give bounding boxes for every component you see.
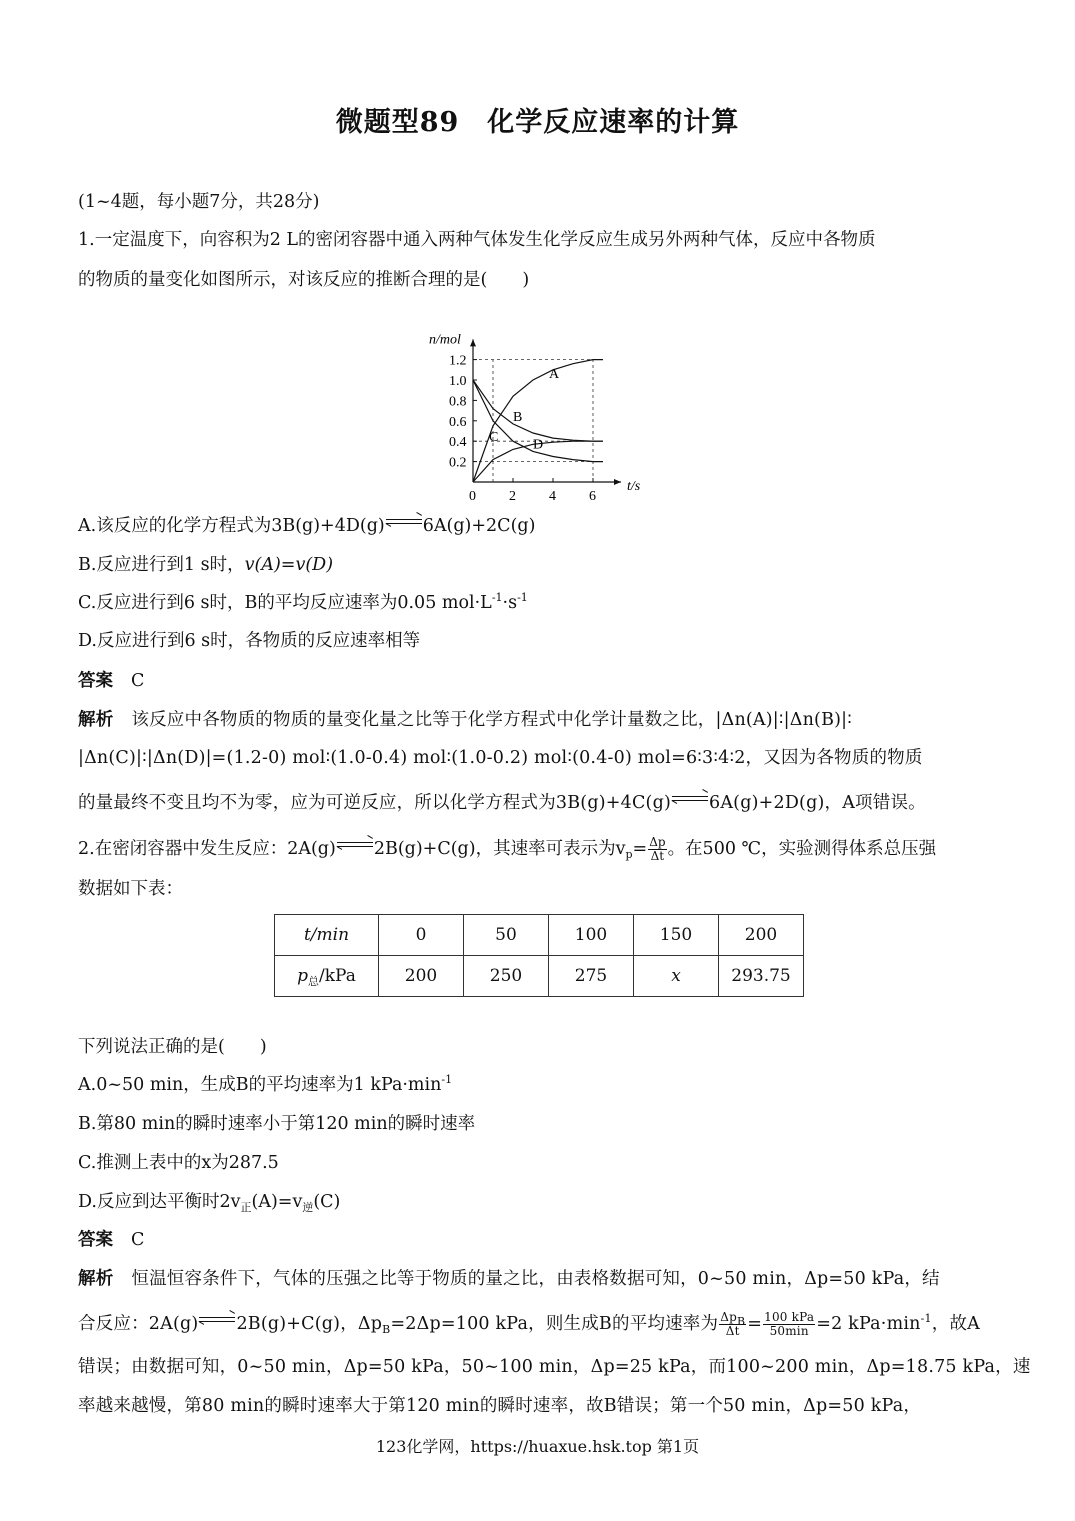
q2-rate-fraction bbox=[648, 836, 666, 863]
row-label-main: p bbox=[297, 966, 309, 986]
series-label-a: A bbox=[549, 366, 560, 382]
q2-option-a-sup: -1 bbox=[441, 1073, 453, 1086]
y-tick-label: 0.8 bbox=[449, 394, 467, 410]
q1-analysis-line3 bbox=[78, 791, 926, 815]
q2-option-a bbox=[78, 1073, 452, 1097]
intro-line: (1~4题，每小题7分，共28分) bbox=[78, 192, 320, 212]
q2-analysis-line2: 合反应：2A(g) 2B(g)+C(g)，$\Delta p_B=2\Delta p=100$ kPa，则生成B的平均速率为 $\frac{\Delta p_B}{\Delta t}$ = $\frac{\text{100 kPa}}{50\min}$ =2 $kPa\cdot\min^{-1}$，故A bbox=[78, 1310, 981, 1338]
q1-answer-label: 答案 bbox=[78, 671, 113, 691]
q1-analysis-text1: 该反应中各物质的物质的量变化量之比等于化学方程式中化学计量数之比，|Δn(A)|∶|Δn(B)|∶ bbox=[131, 710, 853, 730]
mole-time-chart bbox=[420, 305, 660, 504]
table-cell-value: x bbox=[671, 966, 681, 986]
table-cell: 200 bbox=[379, 956, 464, 997]
q1-answer bbox=[78, 669, 144, 693]
q1-option-a bbox=[78, 514, 535, 538]
q2-analysis-line2-b: 2B(g)+C(g)，Δp bbox=[236, 1314, 383, 1334]
series-label-b: B bbox=[513, 409, 523, 425]
q2-option-c: C.推测上表中的x为287.5 bbox=[78, 1153, 279, 1173]
reversible-arrow-icon bbox=[337, 840, 373, 850]
q2-analysis-line2-sub: B bbox=[382, 1323, 391, 1336]
q2-stem-sub: p bbox=[625, 848, 633, 861]
series-label-d: D bbox=[533, 437, 544, 453]
q2-analysis-fraction2 bbox=[763, 1311, 815, 1338]
x-axis-arrow-icon bbox=[614, 479, 621, 485]
q1-option-c-sup1: -1 bbox=[491, 591, 503, 604]
page-footer: 123化学网，https://huaxue.hsk.top 第1页 bbox=[375, 1437, 700, 1456]
q1-option-a-left: A.该反应的化学方程式为3B(g)+4D(g) bbox=[78, 516, 385, 536]
q2-analysis-line1 bbox=[78, 1267, 940, 1291]
q1-analysis-line2: |Δn(C)|∶|Δn(D)|=(1.2-0) mol∶(1.0-0.4) mol∶(1.0-0.2) mol∶(0.4-0) mol=6∶3∶4∶2，又因为各物质的物质 bbox=[78, 748, 923, 768]
frac-denominator: 50min bbox=[769, 1324, 809, 1338]
q2-option-d-sub2: 逆 bbox=[302, 1201, 314, 1214]
y-tick-label: 1.2 bbox=[449, 353, 467, 369]
table-row-label bbox=[275, 956, 379, 997]
q2-stem-line2: 数据如下表： bbox=[78, 879, 183, 899]
q2-stem-line1: 2.在密闭容器中发生反应：2A(g) 2B(g)+C(g)，其速率可表示为$v_p=$ $\frac{\Delta p}{\Delta t}$ 。在500 ℃，实验测得体系总压强 bbox=[78, 835, 937, 863]
q2-option-d-sub1: 正 bbox=[240, 1201, 252, 1214]
q1-analysis-line3-right: 6A(g)+2D(g)，A项错误。 bbox=[709, 793, 926, 813]
q2-analysis-line3: 错误；由数据可知，0~50 min，Δp=50 kPa，50~100 min，Δp=25 kPa，而100~200 min，Δp=18.75 kPa，速 bbox=[78, 1357, 1031, 1377]
q1-option-b bbox=[78, 553, 333, 577]
q1-option-b-prefix: B.反应进行到1 s时， bbox=[78, 555, 245, 575]
frac-num-sub: B bbox=[736, 1315, 746, 1328]
table-header-cell: 50 bbox=[464, 915, 549, 956]
q2-prompt: 下列说法正确的是( ) bbox=[78, 1037, 267, 1057]
q2-option-b: B.第80 min的瞬时速率小于第120 min的瞬时速率 bbox=[78, 1114, 476, 1134]
frac-denominator: Δt bbox=[725, 1324, 740, 1338]
y-tick-label: 0.4 bbox=[449, 435, 467, 451]
q2-analysis-line2-c: =2Δp=100 kPa，则生成B的平均速率为 bbox=[390, 1314, 719, 1334]
table-cell: 250 bbox=[464, 956, 549, 997]
table-cell bbox=[634, 956, 719, 997]
q2-answer-value: C bbox=[131, 1230, 145, 1250]
q2-option-d-mid: (A)=v bbox=[251, 1192, 303, 1212]
table-cell: 293.75 bbox=[719, 956, 804, 997]
pressure-table bbox=[274, 914, 804, 997]
q1-analysis-line1 bbox=[78, 708, 852, 732]
x-tick-label: 6 bbox=[589, 489, 596, 504]
table-cell: 275 bbox=[549, 956, 634, 997]
q2-stem-mid: 2B(g)+C(g)，其速率可表示为v bbox=[373, 839, 626, 859]
y-axis-arrow-icon bbox=[470, 339, 476, 346]
q1-option-b-formula: v(A)=v(D) bbox=[244, 555, 334, 575]
x-tick-label: 0 bbox=[469, 489, 476, 504]
y-tick-label: 0.2 bbox=[449, 455, 467, 471]
table-header-cell: 200 bbox=[719, 915, 804, 956]
q2-answer bbox=[78, 1228, 144, 1252]
x-tick-label: 2 bbox=[509, 489, 516, 504]
q2-option-d-suffix: (C) bbox=[313, 1192, 341, 1212]
q2-answer-label: 答案 bbox=[78, 1230, 113, 1250]
q2-analysis-label: 解析 bbox=[78, 1269, 114, 1289]
page-title: 微题型89 化学反应速率的计算 bbox=[335, 107, 740, 138]
table-row bbox=[275, 915, 804, 956]
table-header-cell: 150 bbox=[634, 915, 719, 956]
q2-option-d-prefix: D.反应到达平衡时2v bbox=[78, 1192, 241, 1212]
frac-numerator: Δp bbox=[649, 835, 666, 849]
q1-answer-value: C bbox=[131, 671, 145, 691]
q1-option-a-right: 6A(g)+2C(g) bbox=[422, 516, 536, 536]
q2-analysis-line2-d: =2 kPa·min bbox=[816, 1314, 921, 1334]
q1-analysis-line3-left: 的量最终不变且均不为零，应为可逆反应，所以化学方程式为3B(g)+4C(g) bbox=[78, 793, 671, 813]
q1-stem-line1: 1.一定温度下，向容积为2 L的密闭容器中通入两种气体发生化学反应生成另外两种气体，反应中各物质 bbox=[78, 230, 876, 250]
q1-option-d: D.反应进行到6 s时，各物质的反应速率相等 bbox=[78, 631, 421, 651]
table-header-cell: 0 bbox=[379, 915, 464, 956]
q1-option-c bbox=[78, 591, 528, 615]
frac-numerator bbox=[719, 1310, 746, 1328]
reversible-arrow-icon bbox=[672, 794, 708, 804]
q2-analysis-line2-e: ，故A bbox=[931, 1314, 981, 1334]
frac-denominator: Δt bbox=[650, 849, 665, 863]
reversible-arrow-icon bbox=[386, 517, 422, 527]
q2-option-a-text: A.0~50 min，生成B的平均速率为1 kPa·min bbox=[78, 1075, 442, 1095]
frac-num-text: Δp bbox=[720, 1310, 737, 1324]
q2-stem-right: 。在500 ℃，实验测得体系总压强 bbox=[667, 839, 937, 859]
q1-analysis-label: 解析 bbox=[78, 710, 114, 730]
q2-analysis-text1: 恒温恒容条件下，气体的压强之比等于物质的量之比，由表格数据可知，0~50 min，Δp=50 kPa，结 bbox=[131, 1269, 940, 1289]
q2-analysis-line2-a: 合反应：2A(g) bbox=[78, 1314, 199, 1334]
x-tick-label: 4 bbox=[549, 489, 556, 504]
y-tick-label: 0.6 bbox=[449, 414, 467, 430]
row-label-unit: /kPa bbox=[319, 966, 356, 986]
q2-analysis-line4: 率越来越慢，第80 min的瞬时速率大于第120 min的瞬时速率，故B错误；第一个50 min，Δp=50 kPa， bbox=[78, 1396, 922, 1416]
q2-option-d bbox=[78, 1190, 340, 1214]
y-tick-label: 1.0 bbox=[449, 374, 467, 389]
series-label-c: C bbox=[489, 430, 499, 446]
row-label-sub: 总 bbox=[308, 975, 320, 988]
q2-analysis-fraction1 bbox=[719, 1311, 746, 1338]
q1-option-c-sup2: -1 bbox=[517, 591, 528, 604]
table-header-cell: 100 bbox=[549, 915, 634, 956]
table-header-cell bbox=[275, 915, 379, 956]
q1-option-c-mid: ·s bbox=[502, 593, 518, 613]
reversible-arrow-icon bbox=[199, 1315, 235, 1325]
frac-numerator: 100 kPa bbox=[764, 1310, 815, 1324]
y-axis-label: n/mol bbox=[429, 332, 461, 348]
header-label: t/min bbox=[303, 925, 350, 945]
q2-analysis-line2-sup: -1 bbox=[920, 1312, 932, 1325]
q1-option-c-text: C.反应进行到6 s时，B的平均反应速率为0.05 mol·L bbox=[78, 593, 492, 613]
q2-stem-left: 2.在密闭容器中发生反应：2A(g) bbox=[78, 839, 336, 859]
table-row bbox=[275, 956, 804, 997]
x-axis-label: t/s bbox=[627, 479, 641, 494]
q1-stem-line2: 的物质的量变化如图所示，对该反应的推断合理的是( ) bbox=[78, 270, 530, 290]
